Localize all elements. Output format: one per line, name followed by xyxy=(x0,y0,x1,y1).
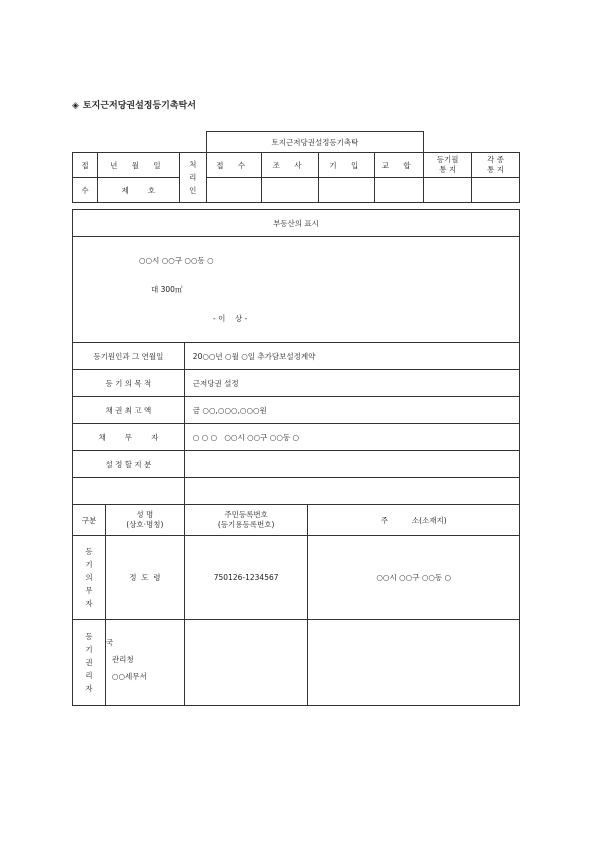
debtor-value: ○ ○ ○ ○○시 ○○구 ○○동 ○ xyxy=(184,424,519,451)
max-amount-value: 금 ○○,○○○,○○○원 xyxy=(184,397,519,424)
rightholder-name-line2: 관리청 xyxy=(111,655,134,664)
receipt-deunggipil-label: 등기필 통 지 xyxy=(424,153,472,178)
rightholder-name-line3: ○○세무서 xyxy=(111,672,147,681)
rightholder-label: 등 기 권 리 자 xyxy=(73,620,106,706)
receipt-jeop-label: 접 xyxy=(73,153,98,178)
receipt-cell-deunggipil xyxy=(424,178,472,203)
diamond-bullet-icon: ◈ xyxy=(72,101,79,111)
receipt-cell-josa xyxy=(261,178,319,203)
document-title xyxy=(72,98,196,111)
property-header: 부동산의 표시 xyxy=(73,210,520,237)
blank-row-label xyxy=(73,478,185,505)
parties-header-name: 성 명 (상호·명칭) xyxy=(105,505,184,536)
purpose-label: 등 기 의 목 적 xyxy=(73,370,185,397)
document-title-text: 토지근저당권설정등기촉탁서 xyxy=(82,101,196,111)
cause-value: 20○○년 ○월 ○일 추가담보설정계약 xyxy=(184,343,519,370)
parties-header-gubun: 구분 xyxy=(73,505,106,536)
rightholder-address xyxy=(308,620,520,706)
receipt-processor-label: 처 리 인 xyxy=(179,153,206,203)
debtor-label: 채 무 자 xyxy=(73,424,185,451)
receipt-cell-jeopsu xyxy=(206,178,261,203)
rightholder-name-cell xyxy=(105,620,184,706)
receipt-josa-label: 조 사 xyxy=(261,153,319,178)
receipt-cell-giip xyxy=(319,178,375,203)
property-area: 대 300㎡ xyxy=(151,285,183,294)
cause-label: 등기원인과 그 연월일 xyxy=(73,343,185,370)
receipt-jeopsu-label: 접 수 xyxy=(206,153,261,178)
main-form-table xyxy=(72,209,520,706)
setting-share-value xyxy=(184,451,519,478)
property-address: ○○시 ○○구 ○○동 ○ xyxy=(139,256,214,265)
receipt-number-label: 제 호 xyxy=(97,178,179,203)
receipt-cell-gakjong xyxy=(472,178,520,203)
property-end-mark: - 이 상 - xyxy=(213,314,248,323)
blank-row-value xyxy=(184,478,519,505)
obligor-address: ○○시 ○○구 ○○동 ○ xyxy=(308,536,520,620)
obligor-label: 등 기 의 무 자 xyxy=(73,536,106,620)
obligor-name: 정 도 령 xyxy=(105,536,184,620)
parties-header-rrn: 주민등록번호 (등기용등록번호) xyxy=(184,505,308,536)
setting-share-label: 설 정 할 지 분 xyxy=(73,451,185,478)
rightholder-rrn xyxy=(184,620,308,706)
property-description xyxy=(73,237,520,343)
purpose-value: 근저당권 설정 xyxy=(184,370,519,397)
receipt-gakjong-label: 각 종 통 지 xyxy=(472,153,520,178)
receipt-table xyxy=(72,131,520,203)
parties-header-address: 주 소(소재지) xyxy=(308,505,520,536)
receipt-su-label: 수 xyxy=(73,178,98,203)
rightholder-name-line1: 국 xyxy=(105,638,114,647)
obligor-rrn: 750126-1234567 xyxy=(184,536,308,620)
receipt-giip-label: 기 입 xyxy=(319,153,375,178)
receipt-cell-gyohap xyxy=(375,178,424,203)
max-amount-label: 채 권 최 고 액 xyxy=(73,397,185,424)
receipt-header: 토지근저당권설정등기촉탁 xyxy=(206,132,423,153)
receipt-gyohap-label: 교 합 xyxy=(375,153,424,178)
receipt-date-label: 년 월 일 xyxy=(97,153,179,178)
